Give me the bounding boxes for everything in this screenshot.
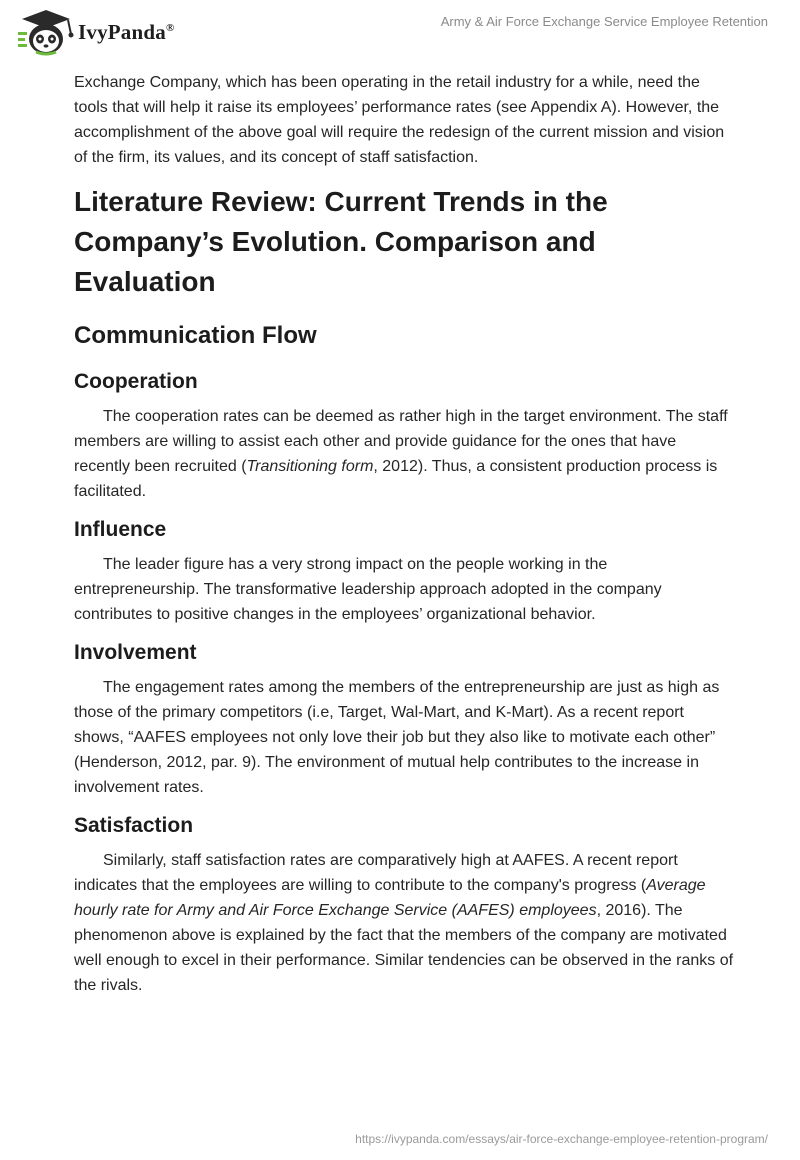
subheading-influence: Influence: [74, 518, 167, 541]
essay-content: [74, 70, 734, 998]
section-heading: Communication Flow: [74, 322, 317, 349]
source-url-link[interactable]: https://ivypanda.com/essays/air-force-exchange-employee-retention-program/: [355, 1132, 768, 1146]
satisfaction-paragraph: Similarly, staff satisfaction rates are comparatively high at AAFES. A recent report indicates that the employees are willing to contribute to the company's progress (Average hourly rate for Army and Air Force Exchange Service (AAFES) employees, 2016). The phenomenon above is explained by the fact that the members of the company are motivated well enough to excel in their performance. Similar tendencies can be observed in the ranks of the rivals.: [74, 852, 734, 994]
document-title: Army & Air Force Exchange Service Employee Retention: [440, 14, 768, 29]
subheading-satisfaction: Satisfaction: [74, 814, 194, 837]
subheading-involvement: Involvement: [74, 641, 197, 664]
subheading-cooperation: Cooperation: [74, 370, 198, 393]
main-heading: Literature Review: Current Trends in the Company’s Evolution. Comparison and Evaluation: [74, 186, 608, 297]
panda-logo-icon[interactable]: [14, 8, 78, 58]
brand-name[interactable]: IvyPanda®: [78, 20, 175, 44]
citation: Transitioning form: [246, 458, 374, 475]
cooperation-paragraph: The cooperation rates can be deemed as rather high in the target environment. The staff members are willing to assist each other and provide guidance for the ones that have recently been recruited (Transitioning form, 2012). Thus, a consistent production process is facilitated.: [74, 408, 728, 500]
involvement-paragraph: The engagement rates among the members of the entrepreneurship are just as high as those of the primary competitors (i.e, Target, Wal-Mart, and K-Mart). As a recent report shows, “AAFES employees not only love their job but they also like to motivate each other” (Henderson, 2012, par. 9). The environment of mutual help contributes to the increase in involvement rates.: [74, 679, 720, 796]
page-header: [0, 0, 800, 64]
intro-paragraph: Exchange Company, which has been operating in the retail industry for a while, need the tools that will help it raise its employees’ performance rates (see Appendix A). However, the accomplishment of the above goal will require the redesign of the current mission and vision of the firm, its values, and its concept of staff satisfaction.: [74, 74, 725, 166]
citation: Average hourly rate for Army and Air Force Exchange Service (AAFES) employees: [74, 877, 706, 919]
influence-paragraph: The leader figure has a very strong impact on the people working in the entrepreneurship. The transformative leadership approach adopted in the company contributes to positive changes in the employees’ organizational behavior.: [74, 556, 662, 623]
